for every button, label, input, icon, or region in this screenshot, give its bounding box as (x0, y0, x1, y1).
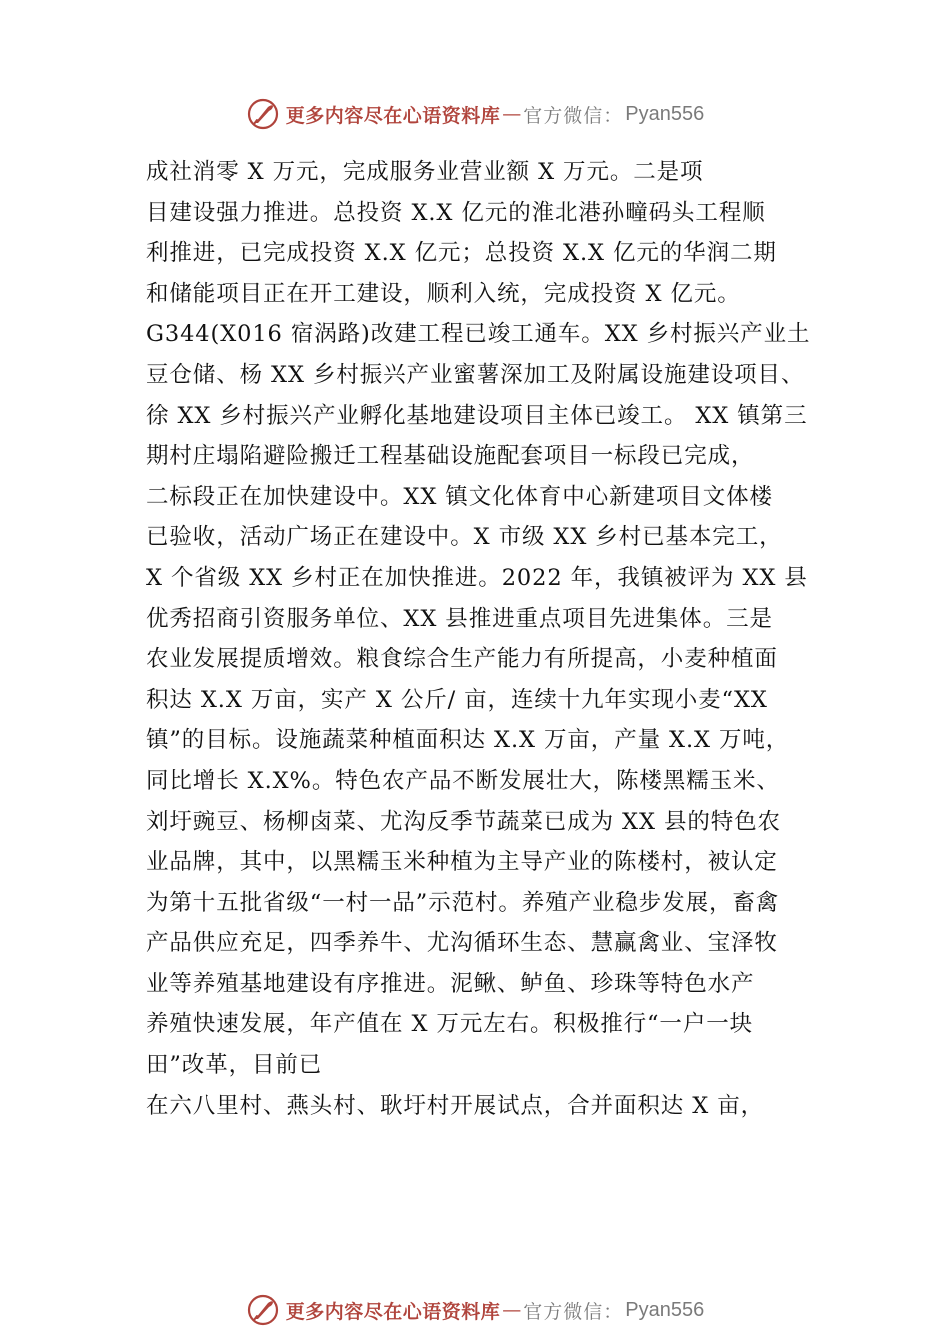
text-line: 在六八里村、燕头村、耿圩村开展试点，合并面积达 X 亩， (146, 1092, 765, 1119)
text-line: 业等养殖基地建设有序推进。泥鳅、鲈鱼、珍珠等特色水产 (146, 970, 755, 997)
text-line: 养殖快速发展，年产值在 X 万元左右。积极推行“一户一块 (146, 1011, 754, 1038)
text-line: 同比增长 X.X%。特色农产品不断发展壮大，陈楼黑糯玉米、 (146, 767, 780, 794)
text-line: X 个省级 XX 乡村正在加快推进。2022 年，我镇被评为 XX 县 (146, 564, 808, 591)
text-line: G344(X016 宿涡路)改建工程已竣工通车。XX 乡村振兴产业土 (146, 321, 811, 348)
separator-dash: — (502, 1299, 522, 1321)
text-line: 徐 XX 乡村振兴产业孵化基地建设项目主体已竣工。 XX 镇第三 (146, 402, 808, 429)
site-name: 更多内容尽在心语资料库 (285, 104, 501, 127)
text-line: 优秀招商引资服务单位、XX 县推进重点项目先进集体。三是 (146, 605, 773, 632)
text-line: 农业发展提质增效。粮食综合生产能力有所提高，小麦种植面 (146, 646, 778, 673)
text-line: 业品牌，其中，以黑糯玉米种植为主导产业的陈楼村，被认定 (146, 849, 778, 876)
text-line: 利推进，已完成投资 X.X 亿元；总投资 X.X 亿元的华润二期 (146, 240, 777, 267)
text-line: 期村庄塌陷避险搬迁工程基础设施配套项目一标段已完成， (146, 443, 755, 470)
separator-dash: — (502, 103, 522, 125)
text-line: 刘圩豌豆、杨柳卤菜、尤沟反季节蔬菜已成为 XX 县的特色农 (146, 808, 781, 835)
text-line: 田”改革，目前已 (146, 1052, 323, 1079)
site-name: 更多内容尽在心语资料库 (285, 1300, 501, 1323)
wechat-handle: Pyan556 (625, 1298, 705, 1321)
text-line: 二标段正在加快建设中。XX 镇文化体育中心新建项目文体楼 (146, 483, 773, 510)
text-line: 豆仓储、杨 XX 乡村振兴产业蜜薯深加工及附属设施建设项目、 (146, 361, 805, 388)
wechat-label: 官方微信： (523, 1300, 624, 1323)
text-line: 和储能项目正在开工建设，顺利入统，完成投资 X 亿元。 (146, 280, 741, 307)
text-line: 积达 X.X 万亩，实产 X 公斤/ 亩，连续十九年实现小麦“XX (146, 686, 768, 713)
quill-logo-icon (246, 1293, 280, 1327)
wechat-handle: Pyan556 (625, 102, 705, 125)
header-banner (0, 94, 950, 134)
text-line: 目建设强力推进。总投资 X.X 亿元的淮北港孙疃码头工程顺 (146, 199, 766, 226)
text-line: 镇”的目标。设施蔬菜种植面积达 X.X 万亩，产量 X.X 万吨， (146, 727, 790, 754)
quill-logo-icon (246, 97, 280, 131)
text-line: 产品供应充足，四季养牛、尤沟循环生态、慧赢禽业、宝泽牧 (146, 930, 778, 957)
wechat-label: 官方微信： (523, 104, 624, 127)
footer-banner (0, 1290, 950, 1330)
document-body (146, 152, 826, 1126)
text-line: 成社消零 X 万元，完成服务业营业额 X 万元。二是项 (146, 159, 704, 185)
text-line: 已验收，活动广场正在建设中。X 市级 XX 乡村已基本完工， (146, 524, 783, 551)
text-line: 为第十五批省级“一村一品”示范村。养殖产业稳步发展，畜禽 (146, 889, 780, 916)
